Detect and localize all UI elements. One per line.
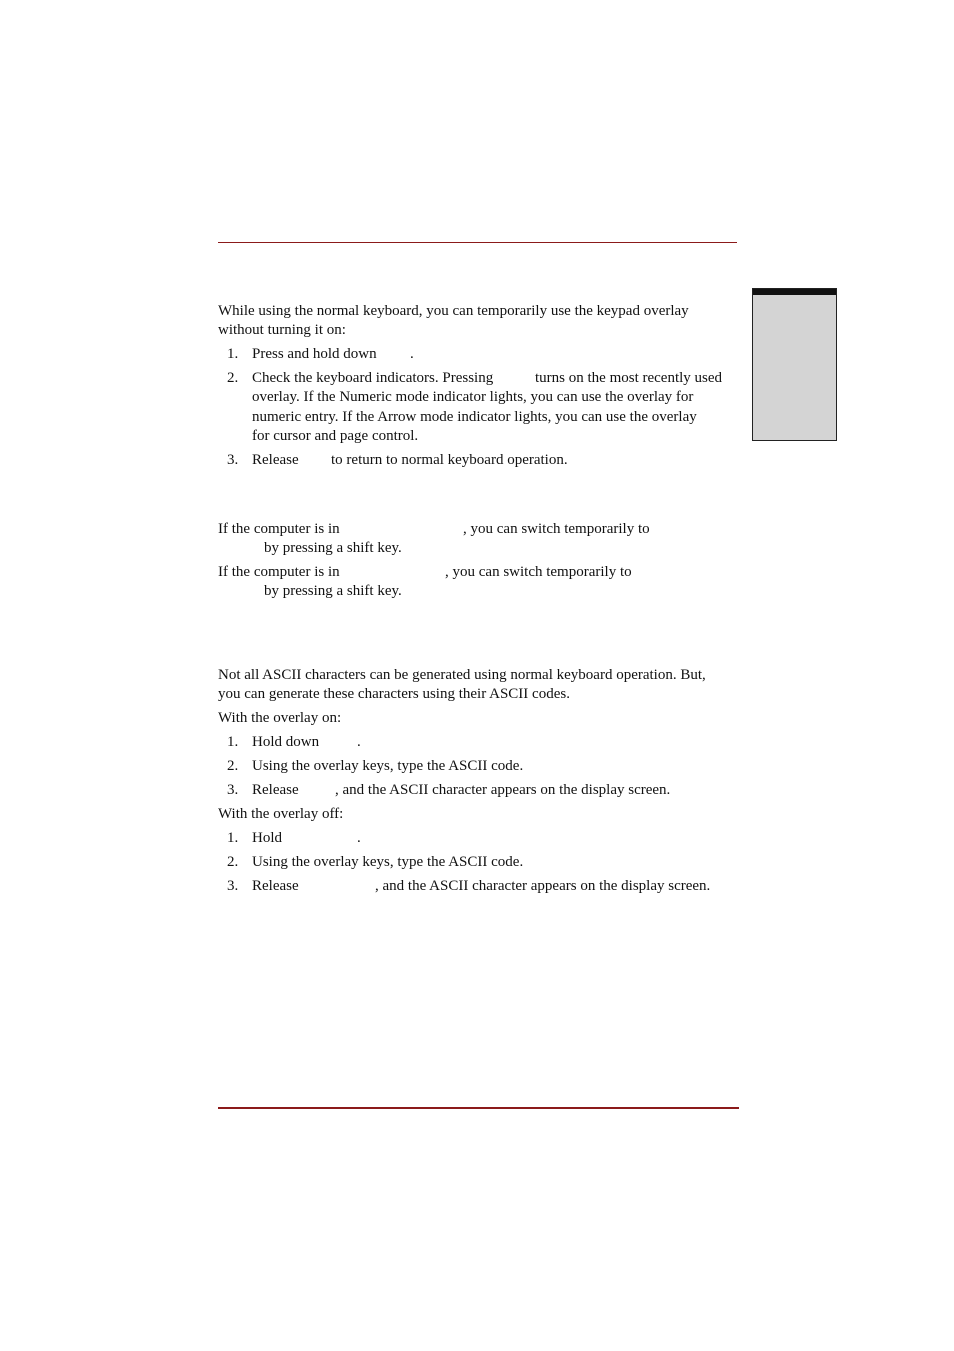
- step-text: Release: [252, 782, 299, 798]
- chapter-tab-bar: [753, 289, 836, 295]
- step-text: Hold down: [252, 734, 320, 750]
- step-text-end: .: [357, 734, 361, 750]
- chapter-tab: [752, 288, 837, 441]
- mode-para-1: If the computer is in: [218, 521, 340, 537]
- step-text-end: .: [410, 346, 414, 362]
- section1-intro-line1: While using the normal keyboard, you can temporarily use the keypad overlay: [218, 303, 689, 319]
- step-text: to return to normal keyboard operation.: [331, 452, 568, 468]
- step-text: Using the overlay keys, type the ASCII code.: [252, 758, 524, 774]
- step-text: Press and hold down: [252, 346, 377, 362]
- mode-para-1: , you can switch temporarily to: [463, 521, 650, 537]
- mode-para-2: by pressing a shift key.: [264, 583, 402, 599]
- step-text: for cursor and page control.: [252, 428, 419, 444]
- overlay-off-label: With the overlay off:: [218, 806, 344, 822]
- overlay-on-label: With the overlay on:: [218, 710, 342, 726]
- step-number: 3.: [227, 782, 239, 798]
- step-number: 1.: [227, 346, 239, 362]
- step-number: 3.: [227, 878, 239, 894]
- step-number: 2.: [227, 854, 239, 870]
- step-number: 2.: [227, 758, 239, 774]
- step-text: , and the ASCII character appears on the display screen.: [335, 782, 671, 798]
- step-text: Hold: [252, 830, 282, 846]
- step-text: Check the keyboard indicators. Pressing: [252, 370, 494, 386]
- step-text: turns on the most recently used: [535, 370, 723, 386]
- step-text: Release: [252, 878, 299, 894]
- mode-para-2: , you can switch temporarily to: [445, 564, 632, 580]
- step-text: Release: [252, 452, 299, 468]
- header-rule: [218, 242, 737, 243]
- mode-para-1: by pressing a shift key.: [264, 540, 402, 556]
- step-number: 1.: [227, 734, 239, 750]
- step-text-end: .: [357, 830, 361, 846]
- step-number: 1.: [227, 830, 239, 846]
- ascii-intro-line2: you can generate these characters using their ASCII codes.: [218, 686, 570, 702]
- step-text: , and the ASCII character appears on the display screen.: [375, 878, 711, 894]
- step-number: 2.: [227, 370, 239, 386]
- step-text: Using the overlay keys, type the ASCII code.: [252, 854, 524, 870]
- step-number: 3.: [227, 452, 239, 468]
- section1-intro-line2: without turning it on:: [218, 322, 346, 338]
- ascii-intro-line1: Not all ASCII characters can be generated using normal keyboard operation. But,: [218, 667, 706, 683]
- step-text: numeric entry. If the Arrow mode indicator lights, you can use the overlay: [252, 409, 697, 425]
- mode-para-2: If the computer is in: [218, 564, 340, 580]
- footer-rule: [218, 1107, 739, 1109]
- step-text: overlay. If the Numeric mode indicator lights, you can use the overlay for: [252, 389, 694, 405]
